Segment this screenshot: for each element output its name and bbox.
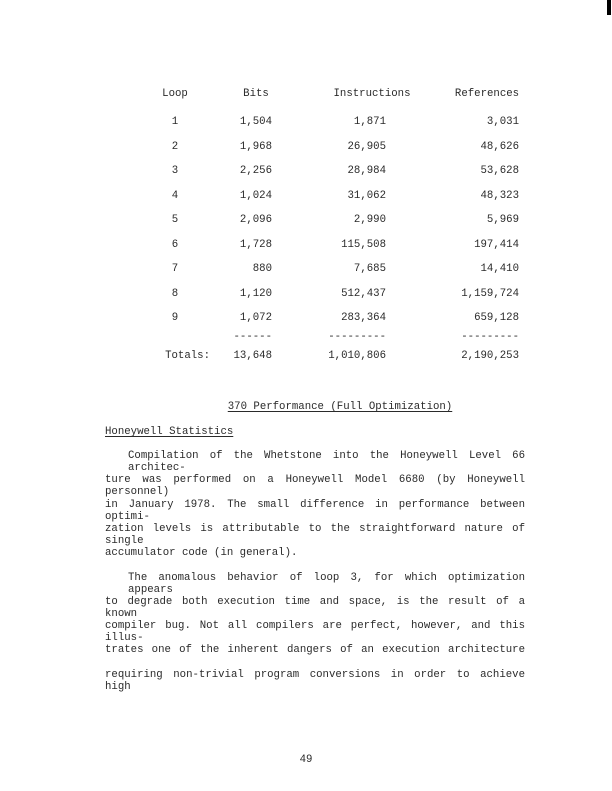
table-cell: 3,031 <box>486 116 519 128</box>
separator-line: ------ <box>233 331 272 343</box>
table-cell: 197,414 <box>474 238 519 251</box>
section-heading: Honeywell Statistics <box>105 426 234 438</box>
total-value: 2,190,253 <box>461 350 519 362</box>
paragraph-line: compiler bug. Not all compilers are perfect, however, and this illus- <box>105 620 525 645</box>
table-cell: 7 <box>171 263 179 275</box>
table-cell: 2,096 <box>239 214 272 226</box>
column-header: References <box>454 88 520 100</box>
page-number: 49 <box>299 754 313 766</box>
table-cell: 5,969 <box>486 214 519 226</box>
column-header: Instructions <box>333 88 411 100</box>
column-header: Bits <box>243 88 269 100</box>
table-cell: 4 <box>171 189 179 202</box>
table-cell: 3 <box>171 165 179 177</box>
table-cell: 31,062 <box>347 189 386 202</box>
paragraph-line: accumulator code (in general). <box>105 547 298 560</box>
paragraph-line: to degrade both execution time and space, is the result of a known <box>105 595 525 620</box>
table-cell: 115,508 <box>341 238 386 251</box>
table-cell: 512,437 <box>341 287 386 300</box>
table-cell: 1,072 <box>239 312 272 324</box>
paragraph-line: requiring non-trivial program conversions in order to achieve high <box>105 668 525 693</box>
paragraph-line: ture was performed on a Honeywell Model 6680 (by Honeywell personnel) <box>105 474 525 499</box>
paragraph-line: Compilation of the Whetstone into the Honeywell Level 66 architec- <box>128 450 525 474</box>
table-cell: 9 <box>171 312 179 324</box>
table-caption <box>190 401 490 413</box>
column-header: Loop <box>162 88 188 100</box>
table-cell: 28,984 <box>347 165 386 177</box>
table-cell: 1,871 <box>353 116 386 128</box>
total-value: 1,010,806 <box>328 350 386 362</box>
paragraph-line: in January 1978. The small difference in performance between optimi- <box>105 498 525 523</box>
totals-label: Totals: <box>165 350 210 362</box>
table-cell: 1,728 <box>239 238 272 251</box>
table-cell: 48,323 <box>480 189 519 202</box>
table-cell: 53,628 <box>480 165 519 177</box>
caption-text: 370 Performance (Full Optimization) <box>227 401 453 413</box>
table-cell: 6 <box>171 238 179 251</box>
paragraph-line: trates one of the inherent dangers of an execution architecture <box>105 644 525 657</box>
table-cell: 1,968 <box>239 140 272 153</box>
total-value: 13,648 <box>233 350 272 362</box>
table-cell: 1,159,724 <box>461 287 519 300</box>
table-cell: 283,364 <box>341 312 386 324</box>
scan-edge-mark <box>607 0 611 15</box>
paragraph-line: The anomalous behavior of loop 3, for which optimization appears <box>128 571 525 596</box>
table-cell: 26,905 <box>347 140 386 153</box>
table-cell: 7,685 <box>353 263 386 275</box>
table-cell: 48,626 <box>480 140 519 153</box>
paragraph-line: zation levels is attributable to the straightforward nature of single <box>105 522 525 547</box>
separator-line: --------- <box>328 331 386 343</box>
table-cell: 1 <box>171 116 179 128</box>
table-cell: 14,410 <box>480 263 519 275</box>
table-cell: 2,256 <box>239 165 272 177</box>
table-cell: 8 <box>171 287 179 300</box>
table-cell: 659,128 <box>474 312 519 324</box>
table-cell: 1,024 <box>239 189 272 202</box>
separator-line: --------- <box>461 331 519 343</box>
table-cell: 2,990 <box>353 214 386 226</box>
table-cell: 1,504 <box>239 116 272 128</box>
table-cell: 2 <box>171 140 179 153</box>
table-cell: 880 <box>252 263 272 275</box>
table-cell: 5 <box>171 214 179 226</box>
table-cell: 1,120 <box>239 287 272 300</box>
